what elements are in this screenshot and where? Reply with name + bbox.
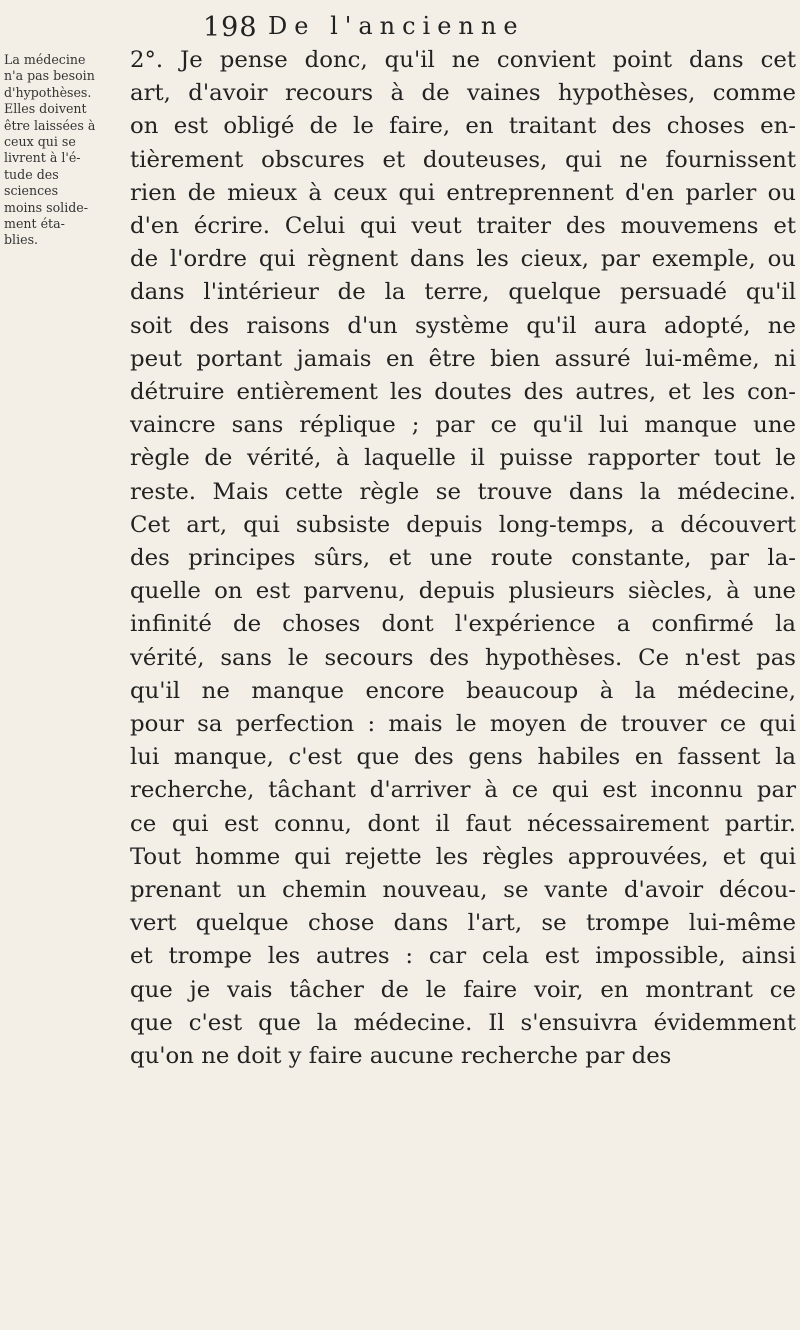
margin-note-line: Elles doivent bbox=[4, 101, 87, 117]
text-line: quelle on est parvenu, depuis plusieurs siècles, à une bbox=[130, 578, 796, 605]
page-number: 198 bbox=[203, 12, 258, 43]
text-line: ce qui est connu, dont il faut nécessairement partir. bbox=[130, 810, 796, 837]
text-line: vérité, sans le secours des hypothèses. Ce n'est pas bbox=[130, 644, 796, 671]
margin-note-line: livrent à l'é- bbox=[4, 150, 81, 166]
margin-note-line: n'a pas besoin bbox=[4, 68, 95, 84]
margin-note-line: ment éta- bbox=[4, 216, 65, 232]
text-line: de l'ordre qui règnent dans les cieux, par exemple, ou bbox=[130, 246, 796, 273]
running-header bbox=[203, 8, 793, 48]
text-line: soit des raisons d'un système qu'il aura adopté, ne bbox=[130, 312, 796, 339]
margin-note-line: tude des bbox=[4, 166, 59, 182]
text-line: qu'il ne manque encore beaucoup à la médecine, bbox=[130, 677, 796, 704]
margin-note-line: La médecine bbox=[4, 52, 86, 67]
text-line: dans l'intérieur de la terre, quelque persuadé qu'il bbox=[130, 279, 796, 306]
text-line: prenant un chemin nouveau, se vante d'avoir décou- bbox=[130, 877, 796, 904]
margin-note-line: sciences bbox=[4, 183, 59, 199]
text-line: détruire entièrement les doutes des autres, et les con- bbox=[130, 379, 796, 406]
text-line: infinité de choses dont l'expérience a confirmé la bbox=[130, 611, 796, 638]
text-line: peut portant jamais en être bien assuré lui-même, ni bbox=[130, 345, 796, 372]
text-line: on est obligé de le faire, en traitant des choses en- bbox=[130, 113, 796, 140]
text-line: des principes sûrs, et une route constante, par la- bbox=[130, 545, 796, 572]
running-title: De l'ancienne bbox=[268, 12, 525, 40]
text-line: que c'est que la médecine. Il s'ensuivra évidemment bbox=[130, 1009, 796, 1036]
text-line: vaincre sans réplique ; par ce qu'il lui manque une bbox=[130, 412, 796, 439]
text-line: que je vais tâcher de le faire voir, en montrant ce bbox=[130, 976, 796, 1003]
text-line: et trompe les autres : car cela est impossible, ainsi bbox=[130, 943, 796, 970]
margin-note-line: blies. bbox=[4, 232, 39, 248]
margin-note bbox=[4, 52, 96, 249]
text-line: recherche, tâchant d'arriver à ce qui est inconnu par bbox=[130, 777, 796, 804]
text-line: Tout homme qui rejette les règles approuvées, et qui bbox=[130, 843, 796, 870]
text-line: lui manque, c'est que des gens habiles en fassent la bbox=[130, 744, 796, 771]
text-line: 2°. Je pense donc, qu'il ne convient point dans cet bbox=[130, 47, 796, 73]
margin-note-line: ceux qui se bbox=[4, 134, 76, 150]
margin-note-line: d'hypothèses. bbox=[4, 84, 92, 100]
text-line: tièrement obscures et douteuses, qui ne fournissent bbox=[130, 146, 796, 173]
text-line: d'en écrire. Celui qui veut traiter des mouvemens et bbox=[130, 213, 796, 240]
margin-note-line: moins solide- bbox=[4, 199, 88, 215]
text-line: reste. Mais cette règle se trouve dans la médecine. bbox=[130, 478, 796, 505]
text-line: rien de mieux à ceux qui entreprennent d'en parler ou bbox=[130, 179, 796, 206]
text-line: qu'on ne doit y faire aucune recherche par des bbox=[130, 1043, 672, 1070]
text-line: pour sa perfection : mais le moyen de trouver ce qui bbox=[130, 711, 796, 738]
body-text bbox=[130, 44, 796, 1073]
text-line: vert quelque chose dans l'art, se trompe lui-même bbox=[130, 910, 796, 937]
text-line: règle de vérité, à laquelle il puisse rapporter tout le bbox=[130, 445, 796, 472]
text-line: art, d'avoir recours à de vaines hypothèses, comme bbox=[130, 80, 796, 107]
text-line: Cet art, qui subsiste depuis long-temps, a découvert bbox=[130, 511, 796, 538]
margin-note-line: être laissées à bbox=[4, 117, 96, 133]
